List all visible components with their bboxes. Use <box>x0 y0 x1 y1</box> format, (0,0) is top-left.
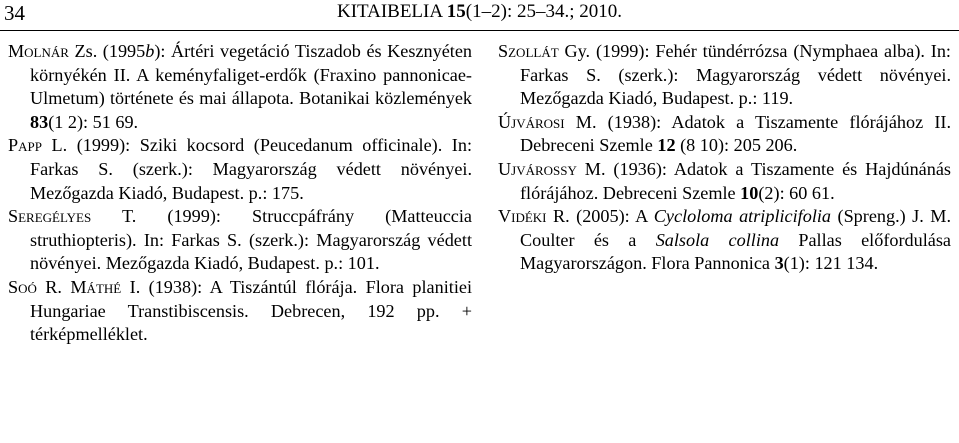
reference-author: Soó <box>8 276 37 297</box>
reference-text: (1): 121 134. <box>783 253 879 274</box>
reference-text: Gy. (1999): Fehér tündérrózsa (Nymphaea alba). In: Farkas S. (szerk.): Magyarország védett növényei. Mezőgazda Kiadó, Budapest. p.: 119. <box>520 41 951 109</box>
reference-author: Vidéki <box>498 206 547 227</box>
reference-szollat <box>498 40 951 111</box>
reference-text: (1 2): 51 69. <box>48 111 139 132</box>
journal-volume: 15 <box>446 1 466 22</box>
reference-text: (8 10): 205 206. <box>675 135 798 156</box>
reference-volume: 10 <box>740 182 759 203</box>
reference-species: Salsola collina <box>655 229 780 250</box>
reference-author: Molnár <box>8 41 69 61</box>
reference-suffix: b <box>145 41 155 61</box>
reference-volume: 3 <box>774 253 784 274</box>
reference-text: I. (1938): A Tiszántúl flórája. Flora planitiei Hungariae Transtibiscensis. Debrecen, 192 pp. + térképmelléklet. <box>30 276 472 345</box>
reference-molnar <box>8 40 472 134</box>
reference-text: Zs. (1995 <box>68 41 146 61</box>
running-head <box>0 1 959 23</box>
reference-author: Újvárosi <box>498 111 565 132</box>
reference-volume: 83 <box>30 111 49 132</box>
reference-column-right <box>498 40 951 276</box>
reference-videki <box>498 205 951 276</box>
reference-papp <box>8 134 472 205</box>
reference-text: L. (1999): Sziki kocsord (Peucedanum officinale). In: Farkas S. (szerk.): Magyarország védett növényei. Mezőgazda Kiadó, Budapest. p.: 175. <box>30 135 472 203</box>
reference-text: R. (2005): A <box>546 206 654 227</box>
page-number: 34 <box>4 1 25 25</box>
reference-text: ): Ártéri vegetáció Tiszadob és Kesznyéten környékén II. A keményfaliget-erdők (Fraxino pannonicae-Ulmetum) története és mai állapota. Botanikai közlemények <box>30 41 472 109</box>
journal-issue: (1–2): 25–34.; 2010. <box>465 1 623 22</box>
reference-text: (2): 60 61. <box>758 182 835 203</box>
reference-text: (Spreng.) J. M. Coulter és a <box>520 206 952 250</box>
reference-species: Cycloloma atriplicifolia <box>653 206 832 227</box>
reference-text: T. (1999): Struccpáfrány (Matteuccia struthiopteris). In: Farkas S. (szerk.): Magyarország védett növényei. Mezőgazda Kiadó, Budapest. p.: 101. <box>30 206 472 274</box>
reference-author: Papp <box>8 135 42 156</box>
reference-author: Seregélyes <box>8 206 92 227</box>
reference-ujvarossy <box>498 158 951 205</box>
page-header <box>0 0 959 31</box>
reference-author: Szollát <box>498 41 559 61</box>
reference-author: Ujvárossy <box>498 158 577 179</box>
reference-text: M. (1936): Adatok a Tiszamente és Hajdúnánás flórájához. Debreceni Szemle <box>520 158 951 203</box>
reference-volume: 12 <box>657 135 676 156</box>
journal-name: KITAIBELIA <box>336 1 447 22</box>
reference-ujvarosi <box>498 111 951 158</box>
reference-text: Pallas előfordulása Magyarországon. Flora Pannonica <box>520 229 951 274</box>
reference-author: Máthé <box>70 276 122 297</box>
reference-text: M. (1938): Adatok a Tiszamente flórájához II. Debreceni Szemle <box>520 111 951 156</box>
reference-seregelyes <box>8 205 472 276</box>
reference-soo <box>8 276 472 347</box>
reference-column-left <box>8 40 472 347</box>
reference-text: R. <box>36 276 71 297</box>
